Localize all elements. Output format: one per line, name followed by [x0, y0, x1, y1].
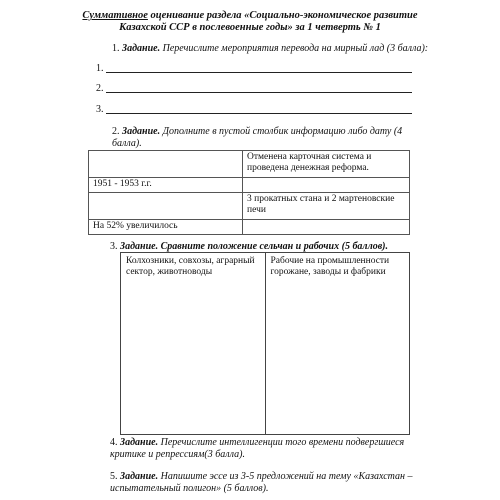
table-row	[89, 193, 410, 220]
table-cell[interactable]	[243, 220, 410, 235]
table-cell: 1951 - 1953 г.г.	[89, 178, 243, 193]
task-1-number: 1.	[112, 43, 120, 54]
table-row	[89, 151, 410, 178]
table-cell-villagers[interactable]: Колхозники, совхозы, аграрный сектор, животноводы	[121, 253, 266, 435]
task-4-heading	[110, 437, 410, 461]
task-3-number: 3.	[110, 241, 118, 252]
table-cell: Отменена карточная система и проведена денежная реформа.	[243, 151, 410, 178]
task-1-answer-line-3[interactable]	[96, 104, 104, 115]
task-2-number: 2.	[112, 126, 120, 137]
task-2-heading	[112, 126, 412, 150]
task-4-label: Задание.	[120, 437, 159, 448]
task-2-text: Дополните в пустой столбик информацию либо дату (4 балла).	[112, 126, 403, 149]
table-cell[interactable]	[89, 193, 243, 220]
table-row	[89, 220, 410, 235]
task-5-number: 5.	[110, 471, 118, 482]
table-cell: 3 прокатных стана и 2 мартеновские печи	[243, 193, 410, 220]
table-cell: На 52% увеличилось	[89, 220, 243, 235]
task-5-heading	[110, 471, 430, 495]
task-1-answer-line-2[interactable]	[96, 83, 104, 94]
table-cell-workers[interactable]: Рабочие на промышленности горожане, заводы и фабрики	[265, 253, 410, 435]
table-cell[interactable]	[89, 151, 243, 178]
task-2-label: Задание.	[122, 126, 161, 137]
table-row	[89, 178, 410, 193]
document-title	[40, 10, 460, 34]
answer-number: 2.	[96, 83, 104, 94]
task-1-text: Перечислите мероприятия перевода на мирный лад (3 балла):	[160, 43, 429, 54]
answer-underline	[106, 72, 412, 73]
task-5-label: Задание.	[120, 471, 159, 482]
task-3-text: Сравните положение сельчан и рабочих (5 баллов).	[158, 241, 388, 252]
task-4-text: Перечислите интеллигенции того времени подвергшиеся критике и репрессиям(3 балла).	[110, 437, 405, 460]
task-1-answer-line-1[interactable]	[96, 63, 104, 74]
task-3-label: Задание.	[120, 241, 159, 252]
answer-underline	[106, 92, 412, 93]
task-5-text: Напишите эссе из 3-5 предложений на тему «Казахстан – испытательный полигон» (5 баллов).	[110, 471, 413, 494]
task-4-number: 4.	[110, 437, 118, 448]
answer-number: 3.	[96, 104, 104, 115]
title-line1: оценивание раздела «Социально-экономическое развитие	[147, 10, 418, 21]
task-2-table	[88, 150, 410, 235]
table-row	[121, 253, 410, 435]
task-3-table	[120, 252, 410, 435]
title-line2: Казахской ССР в послевоенные годы» за 1 четверть № 1	[119, 22, 381, 33]
table-cell[interactable]	[243, 178, 410, 193]
title-underlined: Суммативное	[82, 10, 148, 21]
answer-underline	[106, 113, 412, 114]
task-1-heading	[112, 43, 432, 55]
answer-number: 1.	[96, 63, 104, 74]
task-1-label: Задание.	[122, 43, 161, 54]
